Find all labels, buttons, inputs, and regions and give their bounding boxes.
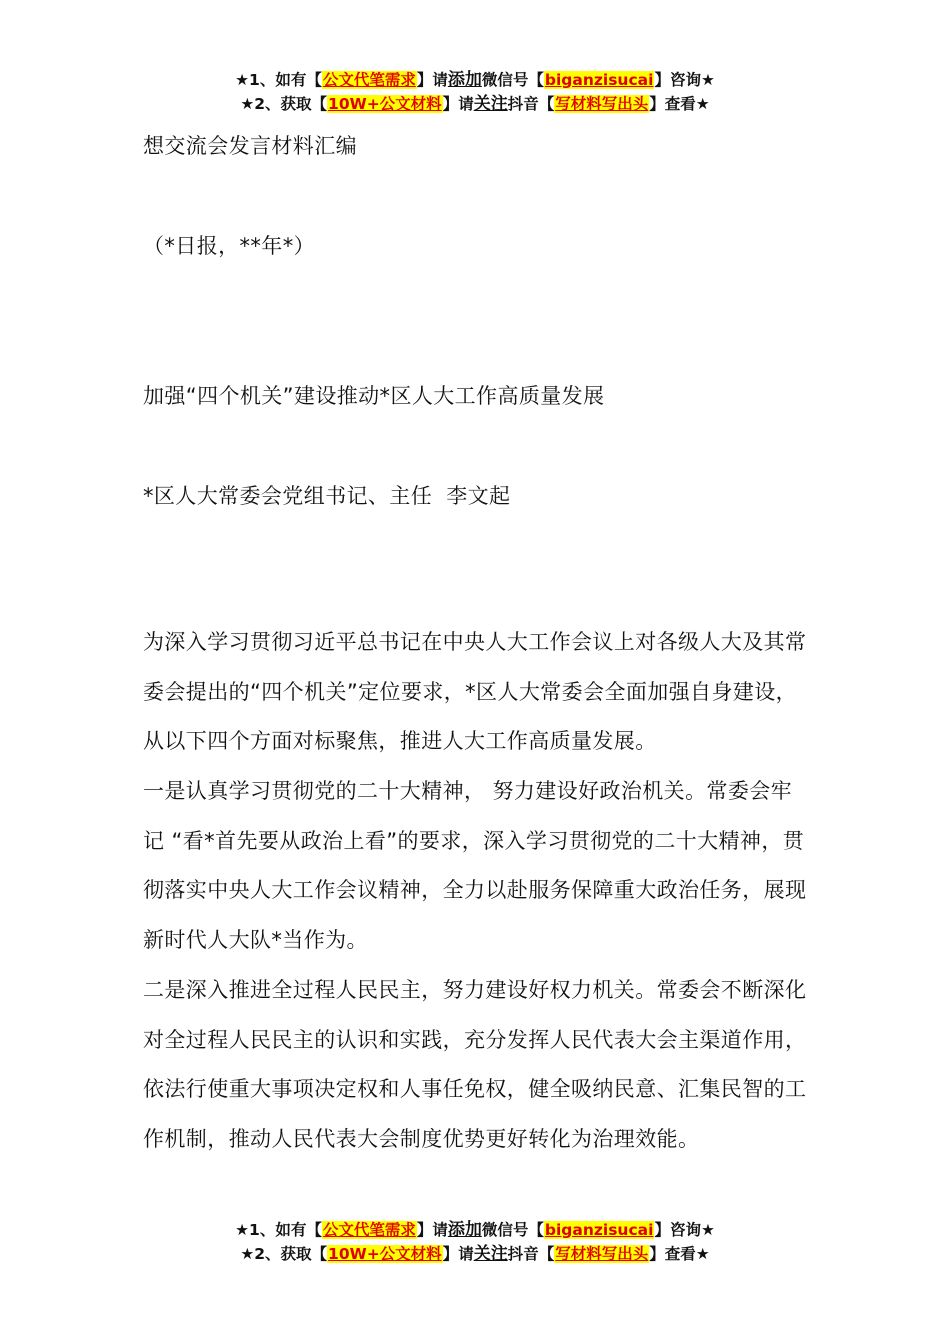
banner-text: 】请: [416, 1221, 448, 1239]
banner-text: 抖音【: [507, 95, 555, 113]
banner-line-2: [0, 92, 950, 116]
highlight-douyin-account: 写材料写出头: [555, 95, 649, 113]
banner-text: 】请: [416, 71, 448, 89]
banner-text: 微信号【: [481, 71, 544, 89]
banner-text: 】咨询★: [654, 71, 715, 89]
banner-line-1: [0, 1218, 950, 1242]
emphasis-add: 添加: [447, 1220, 482, 1240]
highlight-materials: 10W+公文材料: [328, 95, 442, 113]
highlight-materials: 10W+公文材料: [328, 1245, 442, 1263]
highlight-service: 公文代笔需求: [322, 1221, 416, 1239]
banner-text: 微信号【: [481, 1221, 544, 1239]
banner-text: ★1、如有【: [235, 1221, 322, 1239]
banner-text: 】咨询★: [654, 1221, 715, 1239]
banner-text: 】查看★: [649, 95, 710, 113]
banner-text: 】请: [442, 95, 474, 113]
article-title: 加强“四个机关”建设推动*区人大工作高质量发展: [143, 384, 605, 408]
paragraph-point-1: 一是认真学习贯彻党的二十大精神， 努力建设好政治机关。常委会牢记 “看*首先要从政治上看”的要求，深入学习贯彻党的二十大精神，贯彻落实中央人大工作会议精神，全力以赴服务保障重大政治任务，展现新时代人大队*当作为。: [143, 779, 807, 952]
bottom-banner: [0, 1218, 950, 1266]
paragraph-point-2: 二是深入推进全过程人民民主，努力建设好权力机关。常委会不断深化对全过程人民民主的认识和实践，充分发挥人民代表大会主渠道作用，依法行使重大事项决定权和人事任免权，健全吸纳民意、汇集民智的工作机制，推动人民代表大会制度优势更好转化为治理效能。: [143, 978, 807, 1151]
emphasis-follow: 关注: [473, 1244, 508, 1264]
document-heading: 想交流会发言材料汇编: [143, 134, 357, 158]
highlight-wechat-id: biganzisucai: [544, 1221, 654, 1239]
top-banner: [0, 68, 950, 116]
highlight-service: 公文代笔需求: [322, 71, 416, 89]
highlight-douyin-account: 写材料写出头: [555, 1245, 649, 1263]
emphasis-add: 添加: [447, 70, 482, 90]
emphasis-follow: 关注: [473, 94, 508, 114]
banner-text: ★2、获取【: [240, 1245, 328, 1263]
paragraph-intro: 为深入学习贯彻习近平总书记在中央人大工作会议上对各级人大及其常委会提出的“四个机关”定位要求，*区人大常委会全面加强自身建设，从以下四个方面对标聚焦，推进人大工作高质量发展。: [143, 630, 807, 753]
banner-text: 】查看★: [649, 1245, 710, 1263]
banner-text: 抖音【: [507, 1245, 555, 1263]
source-line: （*日报，**年*）: [143, 234, 315, 258]
banner-text: 】请: [442, 1245, 474, 1263]
highlight-wechat-id: biganzisucai: [544, 71, 654, 89]
author-line: *区人大常委会党组书记、主任 李文起: [143, 484, 511, 508]
banner-text: ★1、如有【: [235, 71, 322, 89]
banner-line-2: [0, 1242, 950, 1266]
banner-text: ★2、获取【: [240, 95, 328, 113]
banner-line-1: [0, 68, 950, 92]
